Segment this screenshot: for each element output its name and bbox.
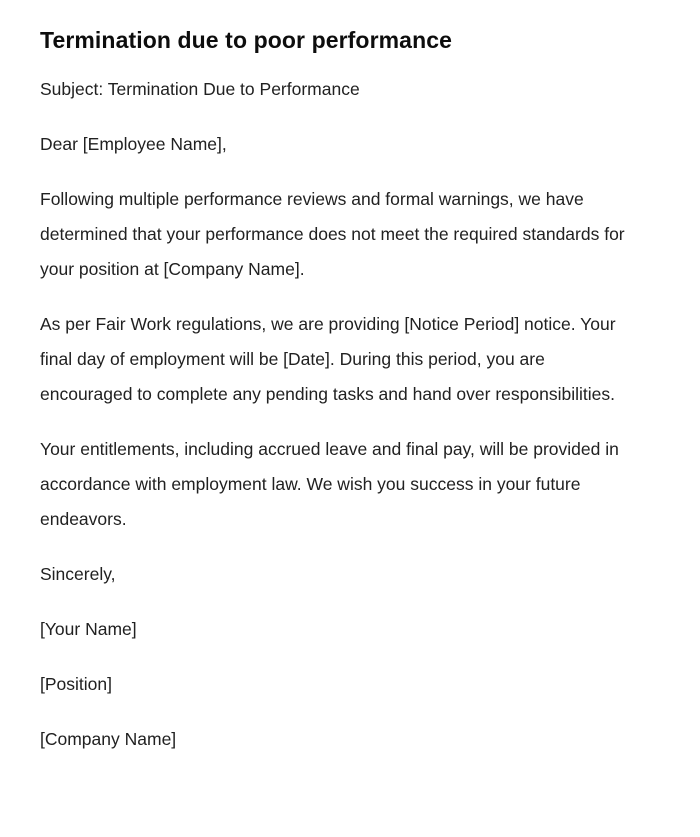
subject-line: Subject: Termination Due to Performance: [40, 79, 360, 99]
signature-position: [Position]: [40, 674, 112, 694]
salutation: Dear [Employee Name],: [40, 134, 227, 154]
document-title: Termination due to poor performance: [40, 27, 452, 53]
body-paragraph-1: Following multiple performance reviews and formal warnings, we have determined that your performance does not meet the required standards for your position at [Company Name].: [40, 189, 625, 279]
body-paragraph-2: As per Fair Work regulations, we are providing [Notice Period] notice. Your final day of employment will be [Date]. During this period, you are encouraged to complete any pending tasks and hand over responsibilities.: [40, 314, 616, 404]
signature-company: [Company Name]: [40, 729, 177, 749]
closing-line: Sincerely,: [40, 564, 116, 584]
body-paragraph-3: Your entitlements, including accrued leave and final pay, will be provided in accordance with employment law. We wish you success in your future endeavors.: [40, 439, 619, 529]
signature-name: [Your Name]: [40, 619, 137, 639]
